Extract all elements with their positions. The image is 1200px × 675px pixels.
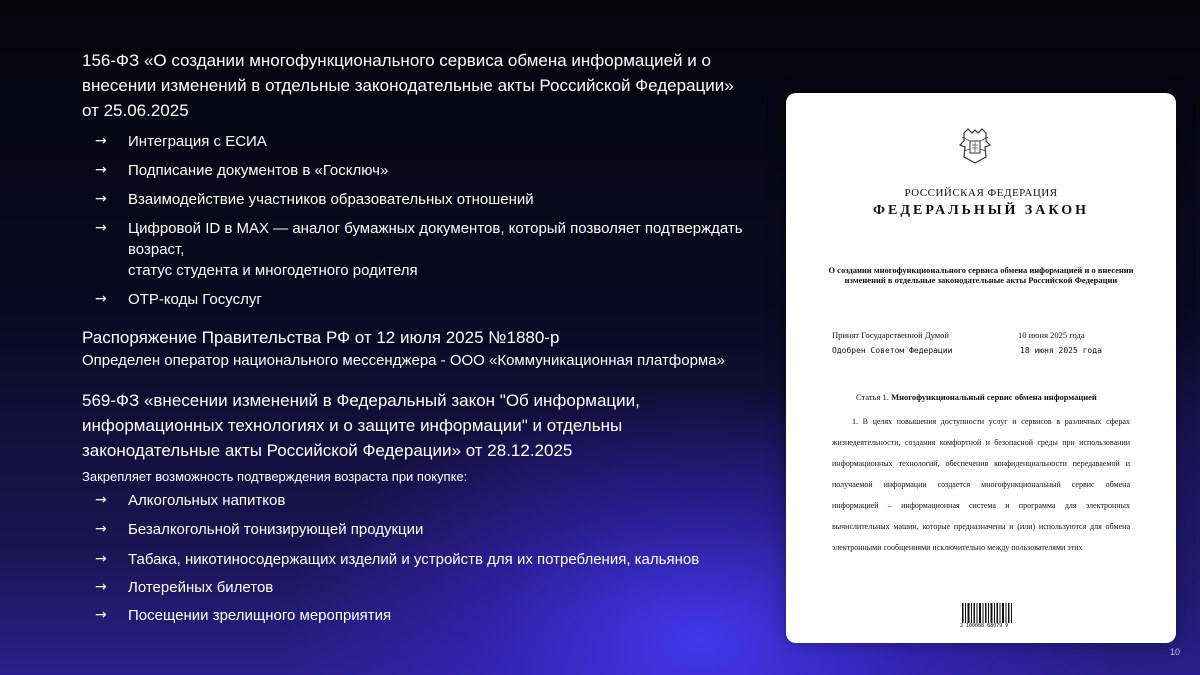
law-569-title: 569-ФЗ «внесении изменений в Федеральный закон "Об информации, информационных технологиях и о защите информации" и отдельны законодательные акты Российской Федерации» от 28.12.2025 <box>82 391 640 460</box>
order-1880-title: Распоряжение Правительства РФ от 12 июля 2025 №1880-р <box>82 328 560 347</box>
arrow-right-icon: → <box>95 551 107 567</box>
federal-law-document-image <box>786 93 1176 643</box>
doc-article-heading: Статья 1. Многофункциональный сервис обмена информацией <box>856 392 1097 402</box>
arrow-right-icon: → <box>95 579 107 595</box>
arrow-right-icon: → <box>95 291 107 307</box>
doc-type: ФЕДЕРАЛЬНЫЙ ЗАКОН <box>873 203 1089 218</box>
barcode-number: 2 100088 68079 9 <box>960 623 1009 629</box>
list-item: → Табака, никотиносодержащих изделий и устройств для их потребления, кальянов <box>95 551 700 568</box>
list-item: → Безалкогольной тонизирующей продукции <box>95 521 424 538</box>
list-item: → Цифровой ID в MAX — аналог бумажных документов, который позволяет подтверждать возраст, статус студента и многодетного родителя <box>95 220 743 279</box>
list-item: → ОТР-коды Госуслуг <box>95 291 262 308</box>
list-item: → Подписание документов в «Госключ» <box>95 162 389 179</box>
doc-country: РОССИЙСКАЯ ФЕДЕРАЦИЯ <box>904 187 1058 199</box>
arrow-right-icon: → <box>95 521 107 537</box>
doc-title: О создании многофункционального сервиса обмена информацией и о внесении изменений в отдельные законодательные акты Российской Федерации <box>828 265 1134 285</box>
arrow-right-icon: → <box>95 191 107 207</box>
arrow-right-icon: → <box>95 162 107 178</box>
list-item: → Интеграция с ЕСИА <box>95 133 267 150</box>
doc-approved-row: Одобрен Советом Федерации 18 июня 2025 года <box>832 346 1102 355</box>
arrow-right-icon: → <box>95 133 107 149</box>
coat-of-arms-icon <box>958 127 992 165</box>
list-item: → Взаимодействие участников образовательных отношений <box>95 191 534 208</box>
arrow-right-icon: → <box>95 220 107 236</box>
slide-content <box>82 48 762 633</box>
doc-adopted-row: Принят Государственной Думой 10 июня 2025 года <box>832 330 1085 340</box>
arrow-right-icon: → <box>95 492 107 508</box>
list-item: → Посещении зрелищного мероприятия <box>95 607 392 624</box>
arrow-right-icon: → <box>95 607 107 623</box>
doc-body: 1. В целях повышения доступности услуг и сервисов в различных сферах жизнедеятельности, создания комфортной и безопасной среды при использовании информационных технологий, обеспечения конфиденциальности передаваемой и получаемой информации создается многофункциональный сервис обмена информацией – информационная система и программа для электронных вычислительных машин, которые предназначены и (или) используются для обмена электронными сообщениями исключительно между пользователями этих <box>832 417 1130 552</box>
barcode-icon <box>962 603 1014 625</box>
law-156-title: 156-ФЗ «О создании многофункционального сервиса обмена информацией и о внесении изменений в отдельные законодательные акты Российской Федерации» от 25.06.2025 <box>82 51 734 120</box>
order-1880-subtitle: Определен оператор национального мессенджера - ООО «Коммуникационная платформа» <box>82 352 725 369</box>
page-number: 10 <box>1169 647 1180 657</box>
law-156-list <box>82 131 762 323</box>
list-item: → Алкогольных напитков <box>95 492 286 509</box>
list-item: → Лотерейных билетов <box>95 579 274 596</box>
law-569-lead: Закрепляет возможность подтверждения возраста при покупке: <box>82 469 468 484</box>
law-569-list <box>82 490 762 633</box>
